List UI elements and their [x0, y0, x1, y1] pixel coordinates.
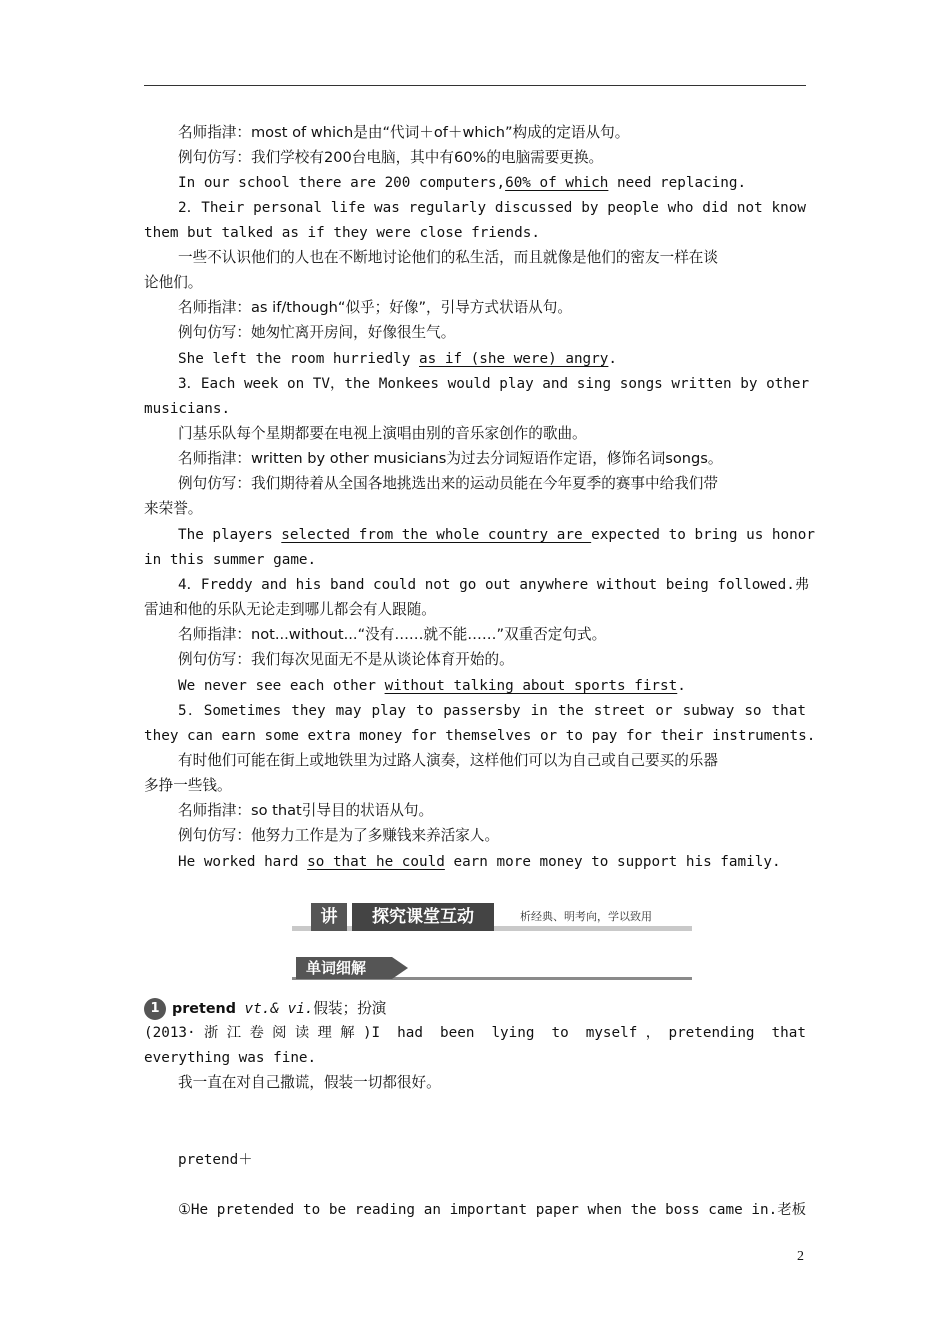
text-line: 名师指津：not...without...“没有……就不能……”双重否定句式。: [178, 626, 607, 643]
text-line: ①He pretended to be reading an important paper when the boss came in.老板: [178, 1202, 806, 1218]
text-line: 例句仿写：我们学校有200台电脑，其中有60%的电脑需要更换。: [178, 149, 604, 166]
text-line: 论他们。: [144, 274, 203, 291]
text-line: 名师指津：most of which是由“代词＋of＋which”构成的定语从句。: [178, 124, 630, 141]
text-line: 门基乐队每个星期都要在电视上演唱由别的音乐家创作的歌曲。: [178, 425, 587, 442]
text-line: 雷迪和他的乐队无论走到哪儿都会有人跟随。: [144, 601, 436, 618]
text-line: 例句仿写：我们每次见面无不是从谈论体育开始的。: [178, 651, 514, 668]
subsection-arrow: [392, 957, 408, 979]
text-line: 名师指津：as if/though“似乎；好像”，引导方式状语从句。: [178, 299, 572, 316]
banner-title: 探究课堂互动: [352, 903, 494, 931]
text-line: In our school there are 200 computers,60% of which need replacing.: [178, 175, 747, 191]
text-line: 例句仿写：他努力工作是为了多赚钱来养活家人。: [178, 827, 500, 844]
text-line: She left the room hurriedly as if (she were) angry.: [178, 351, 617, 367]
text-line: everything was fine.: [144, 1050, 317, 1066]
text-line: 5．Sometimes they may play to passersby in the street or subway so that: [178, 703, 806, 719]
text-line: 2．Their personal life was regularly discussed by people who did not know: [178, 200, 806, 216]
text-line: them but talked as if they were close friends.: [144, 225, 540, 241]
header-rule: [144, 85, 806, 86]
vocab-entry-heading: [144, 998, 806, 1020]
entry-pos: vt.& vi.: [244, 1001, 314, 1017]
text-line: 我一直在对自己撒谎，假装一切都很好。: [178, 1074, 441, 1091]
text-line: 例句仿写：她匆忙离开房间，好像很生气。: [178, 324, 456, 341]
text-line: 3．Each week on TV，the Monkees would play and sing songs written by other: [178, 376, 810, 392]
section-banner: [292, 902, 692, 932]
text-line: 一些不认识他们的人也在不断地讨论他们的私生活，而且就像是他们的密友一样在谈: [178, 249, 718, 266]
text-line: 有时他们可能在街上或地铁里为过路人演奏，这样他们可以为自己或自己要买的乐器: [178, 752, 718, 769]
text-line: He worked hard so that he could earn more money to support his family.: [178, 854, 781, 870]
text-line: musicians.: [144, 401, 231, 417]
subsection-banner: [292, 955, 692, 983]
text-line: pretend＋: [178, 1152, 253, 1168]
text-line: We never see each other without talking about sports first.: [178, 678, 686, 694]
text-line: 名师指津：written by other musicians为过去分词短语作定语，修饰名词songs。: [178, 450, 723, 467]
text-line: 例句仿写：我们期待着从全国各地挑选出来的运动员能在今年夏季的赛事中给我们带: [178, 475, 718, 492]
text-line: 来荣誉。: [144, 500, 203, 517]
banner-box: 讲: [311, 903, 347, 931]
text-line: (2013·浙江卷阅读理解)I had been lying to myself，pretending that: [144, 1025, 806, 1041]
text-line: 4．Freddy and his band could not go out anywhere without being followed.弗: [178, 577, 810, 593]
subsection-title: 单词细解: [296, 957, 392, 979]
text-line: The players selected from the whole country are expected to bring us honor: [178, 527, 815, 543]
entry-meaning: 假装；扮演: [313, 1000, 387, 1017]
banner-subtitle: 析经典、明考向，学以致用: [520, 910, 652, 923]
entry-word: pretend: [172, 1001, 236, 1017]
text-line: 多挣一些钱。: [144, 777, 232, 794]
text-line: they can earn some extra money for themselves or to pay for their instruments.: [144, 728, 816, 744]
text-line: in this summer game.: [144, 552, 317, 568]
text-line: 名师指津：so that引导目的状语从句。: [178, 802, 434, 819]
entry-number-icon: 1: [144, 998, 166, 1020]
page-number: 2: [797, 1249, 804, 1264]
